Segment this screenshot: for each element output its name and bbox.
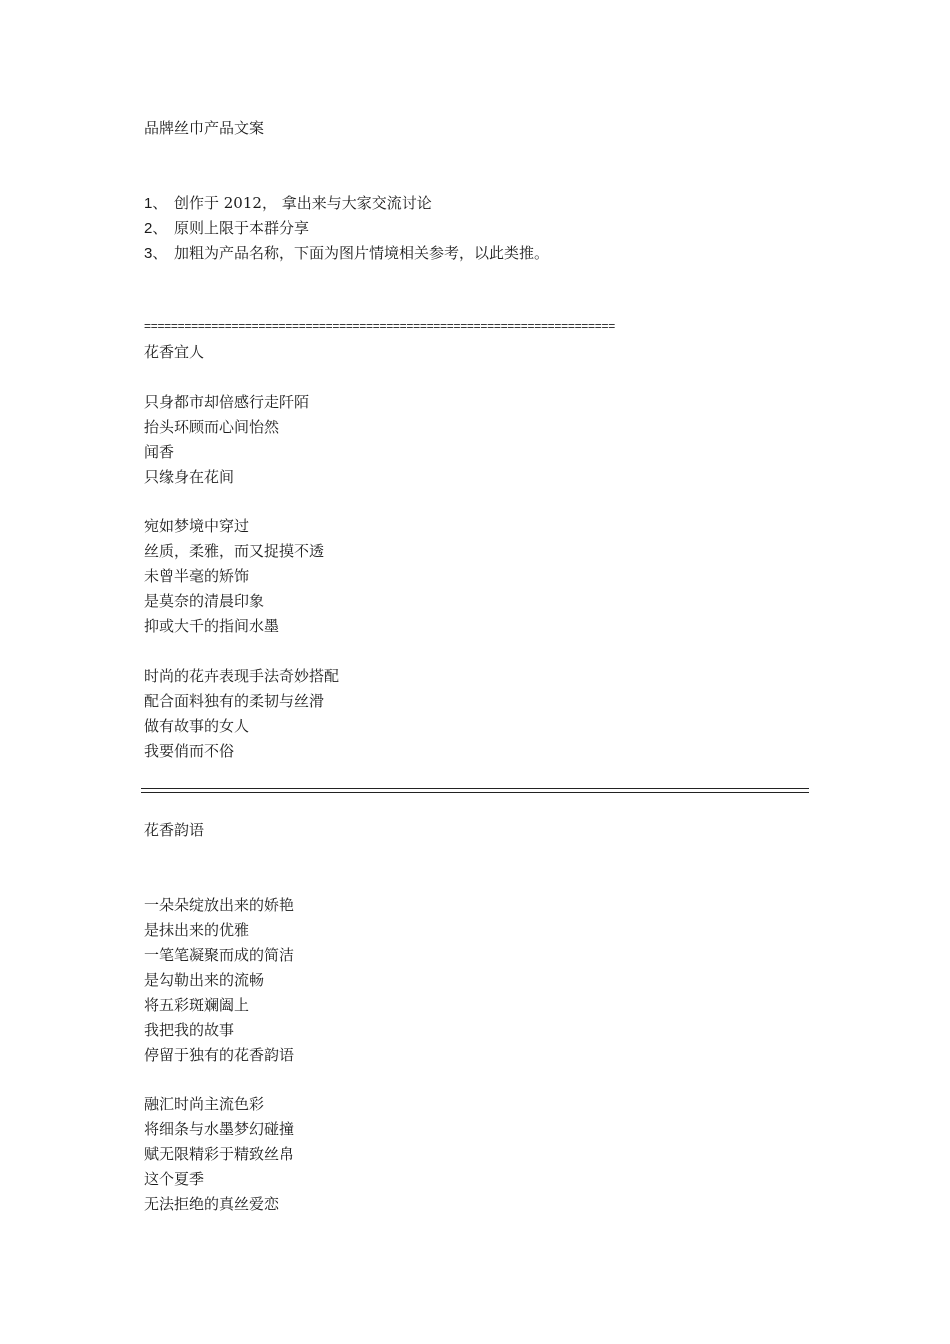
poem-line: 无法拒绝的真丝爱恋 <box>144 1195 280 1213</box>
note-item-3 <box>144 243 549 263</box>
document-title: 品牌丝巾产品文案 <box>144 119 265 137</box>
poem-line: 这个夏季 <box>144 1170 205 1188</box>
note-text: 加粗为产品名称，下面为图片情境相关参考，以此类推。 <box>174 244 550 262</box>
poem-line: 是抹出来的优雅 <box>144 921 250 939</box>
note-item-2 <box>144 218 309 238</box>
poem-line: 将细条与水墨梦幻碰撞 <box>144 1120 295 1138</box>
note-text: 原则上限于本群分享 <box>174 219 310 237</box>
poem-line: 宛如梦境中穿过 <box>144 517 250 535</box>
note-text: 创作于 2012， 拿出来与大家交流讨论 <box>174 194 432 212</box>
poem-line: 抬头环顾而心间怡然 <box>144 418 280 436</box>
separator-line: ====================================================================== <box>144 319 615 333</box>
note-number: 2、 <box>144 220 168 237</box>
note-item-1 <box>144 193 432 213</box>
poem-line: 抑或大千的指间水墨 <box>144 617 280 635</box>
poem-line: 时尚的花卉表现手法奇妙搭配 <box>144 667 340 685</box>
poem-line: 是勾勒出来的流畅 <box>144 971 265 989</box>
note-number: 3、 <box>144 245 168 262</box>
poem-line: 一朵朵绽放出来的娇艳 <box>144 896 295 914</box>
poem-line: 是莫奈的清晨印象 <box>144 592 265 610</box>
double-rule-divider <box>141 788 809 793</box>
poem-line: 我把我的故事 <box>144 1021 235 1039</box>
poem-line: 融汇时尚主流色彩 <box>144 1095 265 1113</box>
poem-line: 将五彩斑斓阖上 <box>144 996 250 1014</box>
poem-line: 赋无限精彩于精致丝帛 <box>144 1145 295 1163</box>
poem-line: 丝质，柔雅，而又捉摸不透 <box>144 542 325 560</box>
poem-line: 只缘身在花间 <box>144 468 235 486</box>
poem-line: 闻香 <box>144 443 175 461</box>
section-heading: 花香韵语 <box>144 821 205 839</box>
poem-line: 做有故事的女人 <box>144 717 250 735</box>
note-number: 1、 <box>144 195 168 212</box>
poem-line: 只身都市却倍感行走阡陌 <box>144 393 310 411</box>
poem-line: 我要俏而不俗 <box>144 742 235 760</box>
poem-line: 配合面料独有的柔韧与丝滑 <box>144 692 325 710</box>
poem-line: 未曾半毫的矫饰 <box>144 567 250 585</box>
section-heading: 花香宜人 <box>144 343 205 361</box>
poem-line: 停留于独有的花香韵语 <box>144 1046 295 1064</box>
poem-line: 一笔笔凝聚而成的简洁 <box>144 946 295 964</box>
